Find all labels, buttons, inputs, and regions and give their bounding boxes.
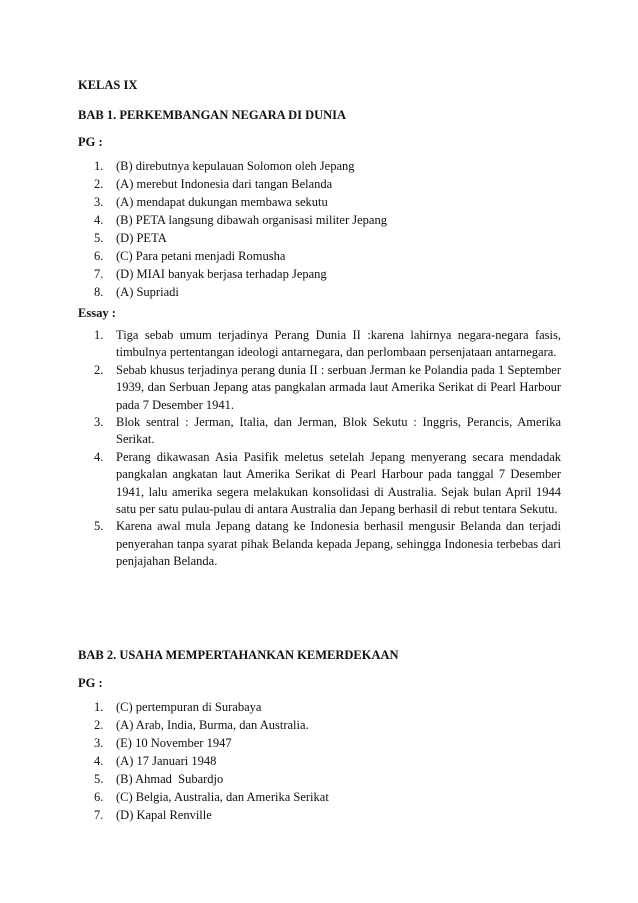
- bab1-title: BAB 1. PERKEMBANGAN NEGARA DI DUNIA: [78, 108, 347, 122]
- list-item: 5. (B) Ahmad Subardjo: [94, 772, 224, 786]
- list-item: 3. (E) 10 November 1947: [94, 736, 232, 750]
- bab2-title: BAB 2. USAHA MEMPERTAHANKAN KEMERDEKAAN: [78, 648, 399, 662]
- list-item: 1. Tiga sebab umum terjadinya Perang Dunia II :karena lahirnya negara-negara fasis, timbulnya pertentangan ideologi antarnegara, dan perlombaan persenjataan antarnegara.: [94, 328, 561, 360]
- list-item: 2. (A) merebut Indonesia dari tangan Belanda: [94, 177, 333, 191]
- list-item: 6. (C) Belgia, Australia, dan Amerika Serikat: [94, 790, 329, 804]
- list-item: 1. (C) pertempuran di Surabaya: [94, 700, 262, 714]
- list-item: 4. (A) 17 Januari 1948: [94, 754, 217, 768]
- list-item: 3. Blok sentral : Jerman, Italia, dan Jerman, Blok Sekutu : Inggris, Perancis, Amerika Serikat.: [94, 415, 561, 447]
- list-item: 3. (A) mendapat dukungan membawa sekutu: [94, 195, 328, 209]
- class-title: KELAS IX: [78, 78, 138, 92]
- list-item: 2. (A) Arab, India, Burma, dan Australia.: [94, 718, 309, 732]
- bab1-pg-list: [78, 157, 561, 301]
- list-item: 4. (B) PETA langsung dibawah organisasi militer Jepang: [94, 213, 387, 227]
- bab2-pg-list: [78, 698, 561, 824]
- list-item: 6. (C) Para petani menjadi Romusha: [94, 249, 286, 263]
- list-item: 1. (B) direbutnya kepulauan Solomon oleh Jepang: [94, 159, 355, 173]
- list-item: 5. Karena awal mula Jepang datang ke Indonesia berhasil mengusir Belanda dan terjadi penyerahan tanpa syarat pihak Belanda kepada Jepang, sehingga Indonesia terbebas dari penjajahan Belanda.: [94, 519, 561, 569]
- list-item: 7. (D) Kapal Renville: [94, 808, 212, 822]
- list-item: 8. (A) Supriadi: [94, 285, 179, 299]
- bab1-essay-list: [78, 327, 561, 571]
- list-item: 4. Perang dikawasan Asia Pasifik meletus setelah Jepang menyerang secara mendadak pangkalan angkatan laut Amerika Serikat di Pearl Harbour pada tanggal 7 Desember 1941, lalu amerika segera melakukan konsolidasi di Australia. Sejak bulan April 1944 satu per satu pulau-pulau di antara Australia dan Jepang berhasil di rebut tentara Sekutu.: [94, 449, 561, 517]
- list-item: 2. Sebab khusus terjadinya perang dunia II : serbuan Jerman ke Polandia pada 1 September 1939, dan Serbuan Jepang atas pangkalan armada laut Amerika Serikat di Pearl Harbour pada 7 Desember 1941.: [94, 362, 561, 412]
- bab1-pg-label: PG :: [78, 135, 103, 149]
- bab1-essay-label: Essay :: [78, 306, 116, 320]
- bab2-pg-label: PG :: [78, 676, 103, 690]
- list-item: 5. (D) PETA: [94, 231, 167, 245]
- list-item: 7. (D) MIAI banyak berjasa terhadap Jepang: [94, 267, 327, 281]
